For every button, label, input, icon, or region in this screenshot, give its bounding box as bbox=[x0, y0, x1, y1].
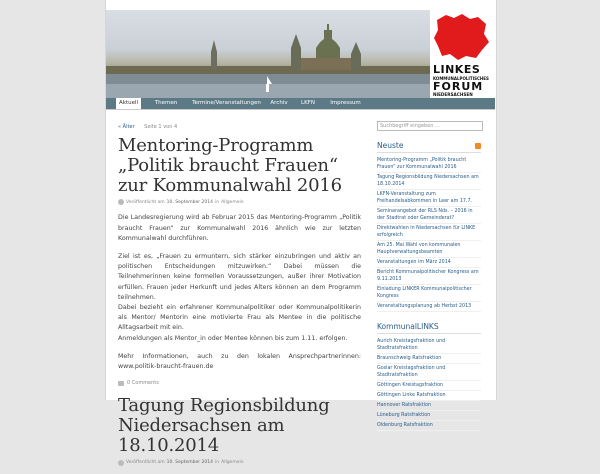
nav-tab-aktuell[interactable]: Aktuell bbox=[116, 98, 141, 110]
recent-post-link[interactable]: Am 25. Mai Wahl von kommunalen Hauptverwaltungsbeamten bbox=[377, 241, 481, 258]
sidebar bbox=[377, 121, 481, 431]
post bbox=[118, 136, 361, 386]
recent-post-link[interactable]: LKFN-Veranstaltung zum Freihandelsabkommen in Leer am 17.7. bbox=[377, 190, 481, 207]
post-paragraph: Mehr Informationen, auch zu den lokalen Ansprechpartnerinnen: www.politik-braucht-frauen.de bbox=[118, 352, 361, 371]
post bbox=[118, 396, 361, 465]
comment-icon bbox=[118, 381, 124, 386]
widget-title-text: KommunalLINKS bbox=[377, 322, 439, 331]
page-indicator: Seite 1 von 4 bbox=[144, 124, 178, 130]
meta-prefix: Veröffentlicht am bbox=[126, 199, 165, 205]
kommunal-link[interactable]: Oldenburg Ratsfraktion bbox=[377, 421, 481, 431]
nav-tab-archiv[interactable]: Archiv bbox=[270, 100, 288, 106]
widget-title-neuste bbox=[377, 141, 481, 153]
main-content bbox=[118, 124, 361, 474]
recent-post-link[interactable]: Einladung LINKER Kommunalpolitischer Kongress bbox=[377, 285, 481, 302]
post-category[interactable]: Allgemein bbox=[221, 460, 244, 466]
nav-divider bbox=[106, 109, 495, 110]
nav-tab-themen[interactable]: Themen bbox=[154, 100, 178, 106]
recent-post-link[interactable]: Bericht Kommunalpolitischer Kongress am 9.11.2013 bbox=[377, 268, 481, 285]
recent-post-link[interactable]: Tagung Regionsbildung Niedersachsen am 18.10.2014 bbox=[377, 173, 481, 190]
kommunal-link[interactable]: Göttingen Linke Ratsfraktion bbox=[377, 391, 481, 401]
nav-tab-termine[interactable]: Termine/Veranstaltungen bbox=[192, 100, 261, 106]
post-body bbox=[118, 213, 361, 372]
widget-title-kommunallinks bbox=[377, 322, 481, 334]
post-date[interactable]: 10. September 2014 bbox=[166, 199, 213, 205]
logo-text-niedersachsen: NIEDERSACHSEN bbox=[433, 92, 473, 97]
header-banner bbox=[106, 10, 495, 98]
author-icon bbox=[118, 460, 124, 466]
logo[interactable] bbox=[430, 10, 495, 98]
kommunal-link[interactable]: Goslar Kreistagsfraktion und Stadtratsfraktion bbox=[377, 364, 481, 381]
main-navigation bbox=[106, 98, 495, 109]
post-category[interactable]: Allgemein bbox=[221, 199, 244, 205]
kommunal-link[interactable]: Aurich Kreistagsfraktion und Stadtratsfraktion bbox=[377, 337, 481, 354]
post-date[interactable]: 10. September 2014 bbox=[166, 460, 213, 466]
older-posts-link[interactable]: « Älter bbox=[118, 124, 135, 130]
recent-post-link[interactable]: Veranstaltungsplanung ab Herbst 2013 bbox=[377, 302, 481, 312]
widget-title-text: Neuste bbox=[377, 141, 404, 150]
kommunal-link[interactable]: Göttingen Kreistagsfraktion bbox=[377, 381, 481, 391]
recent-post-link[interactable]: Mentoring-Programm „Politik braucht Frauen“ zur Kommunalwahl 2016 bbox=[377, 156, 481, 173]
nav-tab-impressum[interactable]: Impressum bbox=[330, 100, 361, 106]
meta-in: in bbox=[215, 199, 220, 205]
pagination bbox=[118, 124, 361, 132]
kommunal-links-list bbox=[377, 337, 481, 431]
city-skyline-image bbox=[106, 10, 430, 98]
kommunal-link[interactable]: Lüneburg Ratsfraktion bbox=[377, 411, 481, 421]
lower-saxony-map-icon bbox=[432, 12, 492, 62]
nav-tab-lkfn[interactable]: LKFN bbox=[301, 100, 315, 106]
recent-post-link[interactable]: Seminarangebot der RLS Nds. – 2016 in der Stadtrat oder Gemeinderat? bbox=[377, 207, 481, 224]
logo-text-kommunalpolitisches: KOMMUNALPOLITISCHES bbox=[433, 76, 489, 81]
search-input[interactable]: Suchbegriff eingeben ... bbox=[377, 121, 483, 131]
comments-link[interactable] bbox=[118, 380, 361, 386]
post-paragraph: Ziel ist es, „Frauen zu ermuntern, sich stärker einzubringen und aktiv an politischen Entscheidungen mitzuwirken.“ Dabei müssen die Teilnehmerinnen keine formellen Voraussetzungen, außer ihrer Motivation erfüllen. Frauen jeder Herkunft und jedes Alters können an dem Programm teilnehmen. Dabei bezieht ein erfahrener Kommunalpolitiker oder Kommunalpolitikerin als Mentor/ Mentorin eine motivierte Frau als Mentee in die politische Alltagsarbeit mit ein. Anmeldungen als Mentor_in oder Mentee können bis zum 1.11. erfolgen. bbox=[118, 253, 361, 342]
logo-text-forum: FORUM bbox=[433, 80, 484, 93]
meta-in: in bbox=[215, 460, 220, 466]
logo-text-linkes: LINKES bbox=[433, 63, 481, 76]
recent-posts-list bbox=[377, 156, 481, 312]
post-meta bbox=[118, 199, 361, 205]
post-title[interactable]: Mentoring-Programm „Politik braucht Frauen“ zur Kommunalwahl 2016 bbox=[118, 135, 342, 196]
post-meta bbox=[118, 460, 361, 466]
recent-post-link[interactable]: Direktwahlen in Niedersachsen für LINKE erfolgreich bbox=[377, 224, 481, 241]
meta-prefix: Veröffentlicht am bbox=[126, 460, 165, 466]
author-icon bbox=[118, 199, 124, 205]
post-paragraph: Die Landesregierung wird ab Februar 2015 das Mentoring-Programm „Politik braucht Frauen“ zur Kommunalwahl 2016 ähnlich wie zur letzten Kommunalwahl durchführen. bbox=[118, 214, 361, 242]
kommunal-link[interactable]: Hannover Ratsfraktion bbox=[377, 401, 481, 411]
kommunal-link[interactable]: Braunschweig Ratsfraktion bbox=[377, 354, 481, 364]
post-title[interactable]: Tagung Regionsbildung Niedersachsen am 18.10.2014 bbox=[118, 395, 330, 456]
comments-count[interactable]: 0 Comments bbox=[127, 380, 159, 387]
recent-post-link[interactable]: Veranstaltungen im März 2014 bbox=[377, 258, 481, 268]
rss-icon[interactable] bbox=[475, 143, 481, 149]
